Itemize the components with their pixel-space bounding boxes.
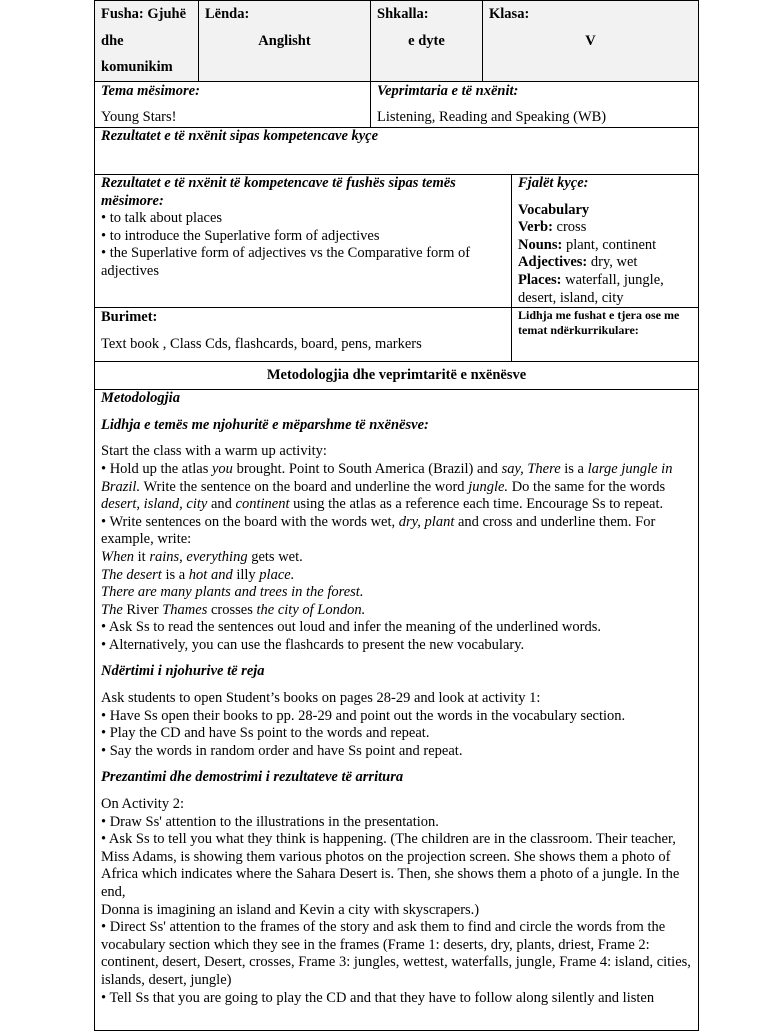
warmup-bullet-2 xyxy=(101,514,692,549)
fusha-line-3: komunikim xyxy=(101,59,173,75)
text-run: Write the sentence on the board and underline the word xyxy=(140,478,469,495)
text-run: Do the same for the words xyxy=(508,478,666,495)
text-run: • Hold up the atlas xyxy=(101,460,212,477)
warmup-bullet-1 xyxy=(101,461,692,514)
text-run: illy xyxy=(232,566,260,583)
text-run: is a xyxy=(161,566,189,583)
text-run: and cross and underline them. For example, write: xyxy=(101,513,656,548)
metodologjia-label: Metodologjia xyxy=(101,390,180,407)
lenda-label: Lënda: xyxy=(205,6,250,22)
example-sentence-1 xyxy=(101,549,692,567)
lidhja-cell xyxy=(512,308,699,362)
burimet-cell xyxy=(95,308,512,362)
lesson-plan-table xyxy=(94,0,699,1031)
shkalla-cell xyxy=(371,1,483,82)
ndertimi-heading: Ndërtimi i njohurive të reja xyxy=(101,663,265,680)
fjalet-kyce-cell xyxy=(512,175,699,308)
places-value: waterfall, jungle, desert, island, city xyxy=(518,271,664,306)
text-run: brought. Point to South America (Brazil) and xyxy=(232,460,502,477)
shkalla-value: e dyte xyxy=(408,32,445,49)
text-run: desert, island, city xyxy=(101,496,208,513)
text-run: using the atlas as a reference each time. Encourage Ss to repeat. xyxy=(289,496,664,513)
places-label: Places: xyxy=(518,271,562,288)
verb-value: cross xyxy=(552,219,587,236)
metodologjia-body xyxy=(95,390,699,1031)
text-run: River xyxy=(122,601,163,618)
rezultatet-fushes-label: Rezultatet e të nxënit të kompetencave të fushës sipas temës mësimore: xyxy=(101,175,456,209)
text-run: • Write sentences on the board with the words wet, xyxy=(101,513,399,530)
metodologjia-title: Metodologjia dhe veprimtaritë e nxënësve xyxy=(95,362,699,390)
text-run: When xyxy=(101,548,135,565)
ndertimi-bullet-2: • Play the CD and have Ss point to the words and repeat. xyxy=(101,725,430,742)
prezantimi-bullet-3: • Direct Ss' attention to the frames of the story and ask them to find and circle the words from the vocabulary section which they see in the frames (Frame 1: deserts, dry, plants, driest, Frame 2: continent, desert, Desert, crosses, Frame 3: jungles, wettest, waterfalls, jungle, Frame 4: island, cities, islands, desert, jungle) xyxy=(101,919,691,988)
klasa-label: Klasa: xyxy=(489,6,530,22)
outcome-item: • to introduce the Superlative form of adjectives xyxy=(101,227,380,244)
klasa-cell xyxy=(483,1,699,82)
lenda-cell xyxy=(199,1,371,82)
tema-cell xyxy=(95,82,371,128)
ask-open-books: Ask students to open Student’s books on pages 28-29 and look at activity 1: xyxy=(101,690,541,707)
prezantimi-heading: Prezantimi dhe demostrimi i rezultateve të arritura xyxy=(101,769,404,786)
prezantimi-bullet-2: • Ask Ss to tell you what they think is happening. (The children are in the classroom. Their teacher, Miss Adams, is showing them various photos on the projection screen. She shows them a photo of Africa which indicates where the Sahara Desert is. Then, she shows them a photo of a jungle. In the end, xyxy=(101,831,680,900)
text-run: say, There xyxy=(501,460,561,477)
text-run: Thames xyxy=(162,601,208,618)
adjectives-line xyxy=(518,254,692,272)
prezantimi-bullet-2-cont: Donna is imagining an island and Kevin a city with skyscrapers.) xyxy=(101,901,480,918)
text-run: place. xyxy=(259,566,295,583)
burimet-value: Text book , Class Cds, flashcards, board, pens, markers xyxy=(101,335,422,352)
burimet-label: Burimet: xyxy=(101,309,158,326)
verb-line xyxy=(518,219,692,237)
warmup-bullet-3: • Ask Ss to read the sentences out loud and infer the meaning of the underlined words. xyxy=(101,619,601,636)
veprimtaria-value: Listening, Reading and Speaking (WB) xyxy=(377,108,607,125)
fusha-cell xyxy=(95,1,199,82)
lidhja-temes-heading: Lidhja e temës me njohuritë e mëparshme të nxënësve: xyxy=(101,416,429,433)
prezantimi-bullet-4: • Tell Ss that you are going to play the CD and that they have to follow along silently and listen xyxy=(101,989,655,1006)
shkalla-label: Shkalla: xyxy=(377,6,429,22)
text-run: dry, plant xyxy=(398,513,455,530)
vocabulary-title: Vocabulary xyxy=(518,201,590,218)
nouns-label: Nouns: xyxy=(518,236,563,253)
lenda-value: Anglisht xyxy=(258,32,311,49)
fjalet-label: Fjalët kyçe: xyxy=(518,175,589,191)
veprimtaria-cell xyxy=(371,82,699,128)
warmup-intro: Start the class with a warm up activity: xyxy=(101,443,327,460)
text-run: continent xyxy=(235,496,290,513)
example-sentence-4 xyxy=(101,602,692,620)
text-run: crosses xyxy=(207,601,257,618)
verb-label: Verb: xyxy=(518,219,553,236)
rezultatet-fushes-cell xyxy=(95,175,512,308)
example-sentence-2 xyxy=(101,567,692,585)
text-run: is a xyxy=(560,460,588,477)
fusha-line-1: Fusha: Gjuhë xyxy=(101,6,187,22)
nouns-value: plant, continent xyxy=(562,236,657,253)
tema-value: Young Stars! xyxy=(101,108,177,125)
adjectives-label: Adjectives: xyxy=(518,254,588,271)
nouns-line xyxy=(518,237,692,255)
text-run: gets wet. xyxy=(247,548,303,565)
ndertimi-bullet-3: • Say the words in random order and have Ss point and repeat. xyxy=(101,742,463,759)
text-run: large jungle in Brazil. xyxy=(101,460,673,495)
text-run: The desert xyxy=(101,566,162,583)
warmup-bullet-4: • Alternatively, you can use the flashcards to present the new vocabulary. xyxy=(101,636,525,653)
places-line xyxy=(518,272,692,307)
ndertimi-bullet-1: • Have Ss open their books to pp. 28-29 and point out the words in the vocabulary section. xyxy=(101,707,626,724)
outcome-item: • the Superlative form of adjectives vs the Comparative form of adjectives xyxy=(101,245,471,279)
text-run: jungle. xyxy=(468,478,509,495)
text-run: the city of London. xyxy=(256,601,366,618)
text-run: hot and xyxy=(188,566,233,583)
tema-label: Tema mësimore: xyxy=(101,83,200,99)
lidhja-label: Lidhja me fushat e tjera ose me temat ndërkurrikulare: xyxy=(518,308,680,338)
text-run: and xyxy=(207,496,236,513)
fusha-line-2: dhe xyxy=(101,32,124,49)
veprimtaria-label: Veprimtaria e të nxënit: xyxy=(377,83,519,99)
prezantimi-bullet-1: • Draw Ss' attention to the illustrations in the presentation. xyxy=(101,813,439,830)
text-run: it xyxy=(134,548,150,565)
on-activity-2: On Activity 2: xyxy=(101,796,184,813)
adjectives-value: dry, wet xyxy=(587,254,638,271)
text-run: rains, everything xyxy=(149,548,248,565)
example-sentence-3: There are many plants and trees in the forest. xyxy=(101,584,364,601)
outcome-item: • to talk about places xyxy=(101,210,223,227)
klasa-value: V xyxy=(585,32,596,49)
rezultatet-kyce-heading: Rezultatet e të nxënit sipas kompetencave kyçe xyxy=(95,128,699,175)
text-run: The xyxy=(101,601,123,618)
text-run: you xyxy=(212,460,233,477)
